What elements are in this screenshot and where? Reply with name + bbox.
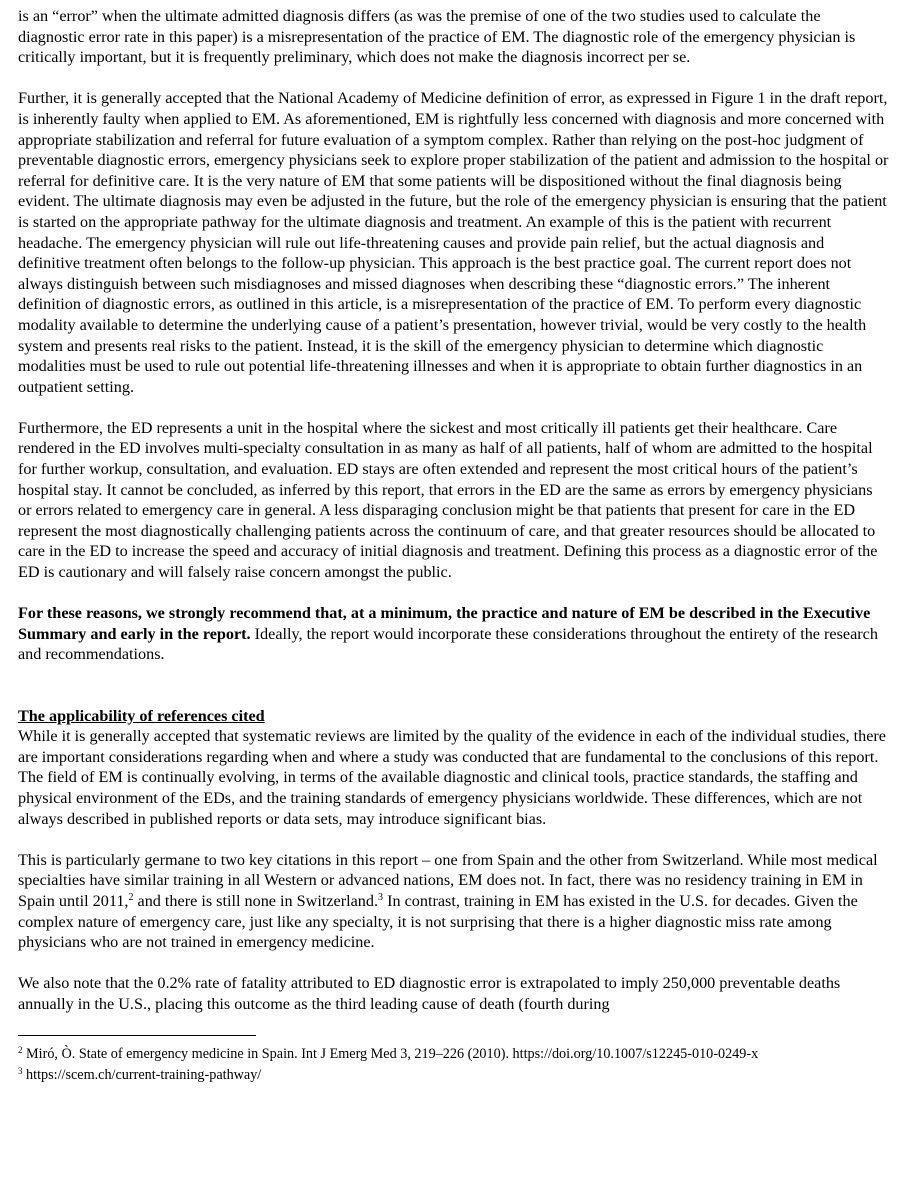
citations-text-c: In contrast, training in EM has existed in the U.S. for decades. Given the complex nature of emergency care, just like any specialty, it is not surprising that there is a higher diagnostic miss rate among physicians who are not trained in emergency medicine. [18, 891, 858, 952]
section-heading: The applicability of references cited [18, 706, 265, 725]
section-spacer [18, 686, 890, 706]
footnote-ref-2[interactable]: 2 [128, 891, 134, 903]
footnote-3 [18, 1067, 890, 1084]
citations-text-a: This is particularly germane to two key citations in this report – one from Spain and the other from Switzerland. While most medical specialties have similar training in all Western or advanced nations, EM does not. In fact, there was no residency training in EM in Spain until 2011, [18, 850, 878, 910]
paragraph-nam-definition: Further, it is generally accepted that the National Academy of Medicine definition of error, as expressed in Figure 1 in the draft report, is inherently faulty when applied to EM. As aforementioned, EM is rightfully less concerned with diagnosis and more concerned with appropriate stabilization and referral for future evaluation of a symptom complex. Rather than relying on the post-hoc judgment of preventable diagnostic errors, emergency physicians seek to explore proper stabilization of the patient and admission to the hospital or referral for definitive care. It is the very nature of EM that some patients will be dispositioned without the final diagnosis being evident. The ultimate diagnosis may even be adjusted in the future, but the role of the emergency physician is ensuring that the patient is started on the appropriate pathway for the ultimate diagnosis and treatment. An example of this is the patient with recurrent headache. The emergency physician will rule out life-threatening causes and provide pain relief, but the actual diagnosis and definitive treatment often belongs to the follow-up physician. This approach is the best practice goal. The current report does not always distinguish between such misdiagnoses and missed diagnoses when describing these “diagnostic errors.” The inherent definition of diagnostic errors, as outlined in this article, is a misrepresentation of the practice of EM. To perform every diagnostic modality available to determine the underlying cause of a patient’s presentation, however trivial, would be very costly to the health system and presents real risks to the patient. Instead, it is the skill of the emergency physician to determine which diagnostic modalities must be used to rule out potential life-threatening illnesses and when it is appropriate to obtain further diagnostics in an outpatient setting. [18, 89, 889, 396]
recommendation-bold-text: For these reasons, we strongly recommend that, at a minimum, the practice and nature of EM be described in the Executive Summary and early in the report. [18, 604, 871, 643]
footnote-ref-3[interactable]: 3 [378, 891, 384, 903]
paragraph-fatality-rate: We also note that the 0.2% rate of fatality attributed to ED diagnostic error is extrapolated to imply 250,000 preventable deaths annually in the U.S., placing this outcome as the third leading cause of death (fourth during [18, 974, 841, 1013]
citations-text-b: and there is still none in Switzerland. [133, 891, 379, 910]
paragraph-diagnosis-error: is an “error” when the ultimate admitted diagnosis differs (as was the premise of one of the two studies used to calculate the diagnostic error rate in this paper) is a misrepresentation of the practice of EM. The diagnostic role of the emergency physician is critically important, but it is frequently preliminary, which does not make the diagnosis incorrect per se. [18, 7, 856, 67]
footnote-2 [18, 1046, 890, 1063]
footnote-3-text[interactable]: https://scem.ch/current-training-pathway/ [22, 1067, 262, 1084]
paragraph-recommendation [18, 603, 890, 665]
footnote-divider [18, 1035, 256, 1036]
recommendation-text: Ideally, the report would incorporate these considerations throughout the entirety of the research and recommendations. [18, 624, 878, 664]
paragraph-key-citations [18, 850, 890, 953]
footnote-2-text[interactable]: Miró, Ò. State of emergency medicine in Spain. Int J Emerg Med 3, 219–226 (2010). https://doi.org/10.1007/s12245-010-0249-x [22, 1046, 759, 1063]
paragraph-ed-unit: Furthermore, the ED represents a unit in the hospital where the sickest and most critically ill patients get their healthcare. Care rendered in the ED involves multi-specialty consultation in as many as half of all patients, half of whom are admitted to the hospital for further workup, consultation, and evaluation. ED stays are often extended and represent the most critical hours of the patient’s hospital stay. It cannot be concluded, as inferred by this report, that errors in the ED are the same as errors by emergency physicians or errors related to emergency care in general. A less disparaging conclusion might be that patients that present for care in the ED represent the most diagnostically challenging patients across the continuum of care, and that greater resources should be allocated to care in the ED to increase the speed and accuracy of initial diagnosis and treatment. Defining this process as a diagnostic error of the ED is cautionary and will falsely raise concern amongst the public. [18, 418, 878, 582]
footnote-3-number: 3 [18, 1066, 23, 1077]
paragraph-systematic-reviews: While it is generally accepted that systematic reviews are limited by the quality of the evidence in each of the individual studies, there are important considerations regarding when and where a study was conducted that are fundamental to the conclusions of this report. The field of EM is continually evolving, in terms of the available diagnostic and clinical tools, practice standards, the staffing and physical environment of the EDs, and the training standards of emergency physicians worldwide. These differences, which are not always described in published reports or data sets, may introduce significant bias. [18, 727, 886, 828]
footnote-2-number: 2 [18, 1045, 23, 1056]
